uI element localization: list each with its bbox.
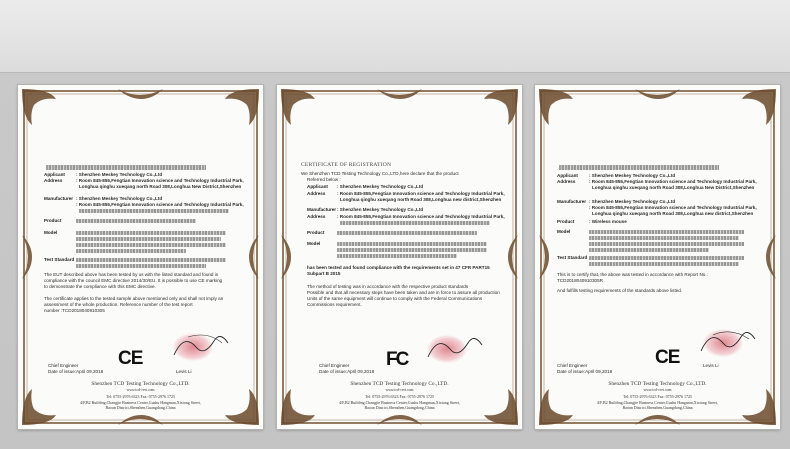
footer-address1: 4/F,B2 Building,Changjie Business Center,Gushu Hangman,Xixiang Street, [596,400,719,405]
footer-company: Shenzhen TCD Testing Technology Co.,LTD. [350,381,449,387]
signature-icon [695,321,765,361]
signer-name: Levis Li [703,363,719,368]
signature-icon [422,327,492,367]
address-label: Address [557,179,576,184]
body-line3: And fulfills testing requirements of the standards above listed. [557,288,683,293]
body-line2: TCD2018040910305R [557,278,603,283]
address-line1: : Room 845-855,Fengtian Innovation science and Technology Industrial Park, [337,191,505,196]
body-line3: The method of testing was in accordance with the respective product standards [307,284,469,289]
fcc-certificate[interactable] [277,85,522,429]
footer-company: Shenzhen TCD Testing Technology Co.,LTD. [608,381,707,387]
body-line1: This is to certify that, the above was tested in accordance with Report No.: [557,272,708,277]
issue-date: Date of issue:April 09,2018 [319,369,375,374]
body-line4: Possible and that all necessary steps have been taken and are in force to assure all production [307,290,500,295]
manufacturer-address2: Longhua qinghu xueqang north Road 308,Longhua new district,Shenzhen [592,211,754,216]
ce-rf-certificate[interactable] [535,85,780,429]
product-label: Product [557,219,575,224]
manufacturer-label: Manufacturer [44,196,74,201]
redacted-text [337,248,487,252]
footer-company: Shenzhen TCD Testing Technology Co.,LTD. [91,381,190,387]
footer-address2: Baoan District,Shenzhen,Guangdong,China [105,405,176,410]
redacted-text [337,254,457,258]
manufacturer-label: Manufacturer [307,207,337,212]
address-label: Address [307,191,326,196]
body-line6: number :TCD2018040910305 [44,308,105,313]
address-label: Address [44,178,63,183]
address-line2: Longhua qinghu xueqang north Road 308,Longhua new district,Shenzhen [340,197,502,202]
redacted-text [76,264,206,268]
product-label: Product [307,230,325,235]
footer-address2: Baoan District,Shenzhen,Guangdong,China [622,405,693,410]
redacted-text [76,249,186,253]
redacted-text [340,221,490,225]
applicant-value: : Shenzhen Meskey Technology Co.,Ltd [76,172,163,177]
redacted-text [76,243,226,247]
redacted-text [76,237,221,241]
footer-web: www.tcd-cert.com [126,388,155,392]
body-line2: compliance with the council EMC directive 2014/30/EU. It is possible to use CE marking [44,278,223,283]
ce-mark-icon: CE [118,348,143,369]
footer-tel: Tel: 0755-2976 6323 Fax: 0755-2976 1725 [365,394,434,399]
redacted-text [337,242,487,246]
ce-emc-certificate[interactable] [18,85,263,429]
manufacturer-value: : Shenzhen Meskey Technology Co.,Ltd [589,199,676,204]
redacted-text [79,209,229,213]
redacted-text [76,219,196,223]
body-line3: to demonstrate the compliance with this EMC directive. [44,284,156,289]
fcc-mark-icon: FC [386,349,408,370]
body-line4: The certificate applies to the tested sample above mentioned only and shall not imply an [44,296,224,301]
redacted-text [589,256,744,260]
footer-address1: 4/F,B2 Building,Changjie Business Center,Gushu Hangman,Xixiang Street, [79,400,202,405]
redacted-title [559,165,719,170]
footer-address1: 4/F,B2 Building,Changjie Business Center,Gushu Hangman,Xixiang Street, [338,400,461,405]
test-standard-label: Test Standard [557,255,588,260]
applicant-value: : Shenzhen Meskey Technology Co.,Ltd [337,184,424,189]
redacted-text [589,242,744,246]
divider-line [0,72,790,73]
applicant-label: Applicant [307,184,328,189]
footer-web: www.tcd-cert.com [643,388,672,392]
product-label: Product [44,218,62,223]
applicant-value: : Shenzhen Meskey Technology Co.,Ltd [589,173,676,178]
signature-icon [168,325,238,365]
body-line1: The EUT described above has been tested by us with the listed standard and found in [44,272,219,277]
redacted-text [76,231,226,235]
issue-date: Date of issue:April 09,2018 [557,369,613,374]
product-value: : Wireless mouse [589,219,627,224]
body-line6: Commissions requirement. [307,302,362,307]
manufacturer-address: : Room 845-855,Fengtian Innovation science and Technology Industrial Park, [76,202,244,207]
chief-engineer-label: Chief Engineer [48,363,79,368]
redacted-text [589,262,739,266]
applicant-label: Applicant [557,173,578,178]
manufacturer-address: : Room 845-855,Fengtian Innovation science and Technology Industrial Park, [337,214,505,219]
redacted-title [46,165,206,170]
body-line2: Subpart B 2015 [307,271,341,276]
address-line1: : Room 845-855,Fengtian Innovation science and Technology Industrial Park, [589,179,757,184]
model-label: Model [307,241,321,246]
model-label: Model [557,229,571,234]
body-line5: assessment of the whole production. Reference number of the test report [44,302,193,307]
referred-text: Referred below : [307,177,341,182]
address-line2: Longhua qinghu xueqang north Road 308,Longhua New District,Shenzhen [79,184,242,189]
intro-text: We Shenzhen TCD Testing Technology Co.,LTD,here declare that the product [301,171,459,176]
redacted-text [76,258,226,262]
ce-mark-icon: CE [655,347,680,368]
redacted-text [337,231,477,235]
certificate-title: CERTIFICATE OF REGISTRATION [301,162,392,168]
test-standard-label: Test Standard [44,257,75,262]
redacted-text [589,236,739,240]
manufacturer-value: : Shenzhen Meskey Technology Co.,Ltd [76,196,163,201]
signer-name: Levis Li [176,369,192,374]
issue-date: Date of issue:April 09,2018 [48,369,104,374]
top-band [0,0,790,72]
chief-engineer-label: Chief Engineer [319,363,350,368]
address-label-2: Address [307,214,326,219]
manufacturer-label: Manufacturer [557,199,587,204]
model-label: Model [44,230,58,235]
manufacturer-value: : Shenzhen Meskey Technology Co.,Ltd [337,207,424,212]
address-line2: Longhua qinghu xueqang north Road 308,Longhua New District,Shenzhen [592,185,755,190]
applicant-label: Applicant [44,172,65,177]
footer-tel: Tel: 0755-2976 6323 Fax: 0755-2976 1725 [106,394,175,399]
footer-tel: Tel: 0755-2976 6323 Fax: 0755-2976 1725 [623,394,692,399]
body-line1: has been tested and found compliance with the requirements set in 47 CFR PART15 [307,265,490,270]
footer-web: www.tcd-cert.com [385,388,414,392]
address-line1: : Room 845-855,Fengtian Innovation science and Technology Industrial Park, [76,178,244,183]
redacted-text [589,230,744,234]
redacted-text [589,248,709,252]
footer-address2: Baoan District,Shenzhen,Guangdong,China [364,405,435,410]
body-line5: Units of the same equipment will continue to comply with the Federal Communications [307,296,483,301]
manufacturer-address1: : Room 845-855,Fengtian Innovation science and Technology Industrial Park, [589,205,757,210]
chief-engineer-label: Chief Engineer [557,363,588,368]
